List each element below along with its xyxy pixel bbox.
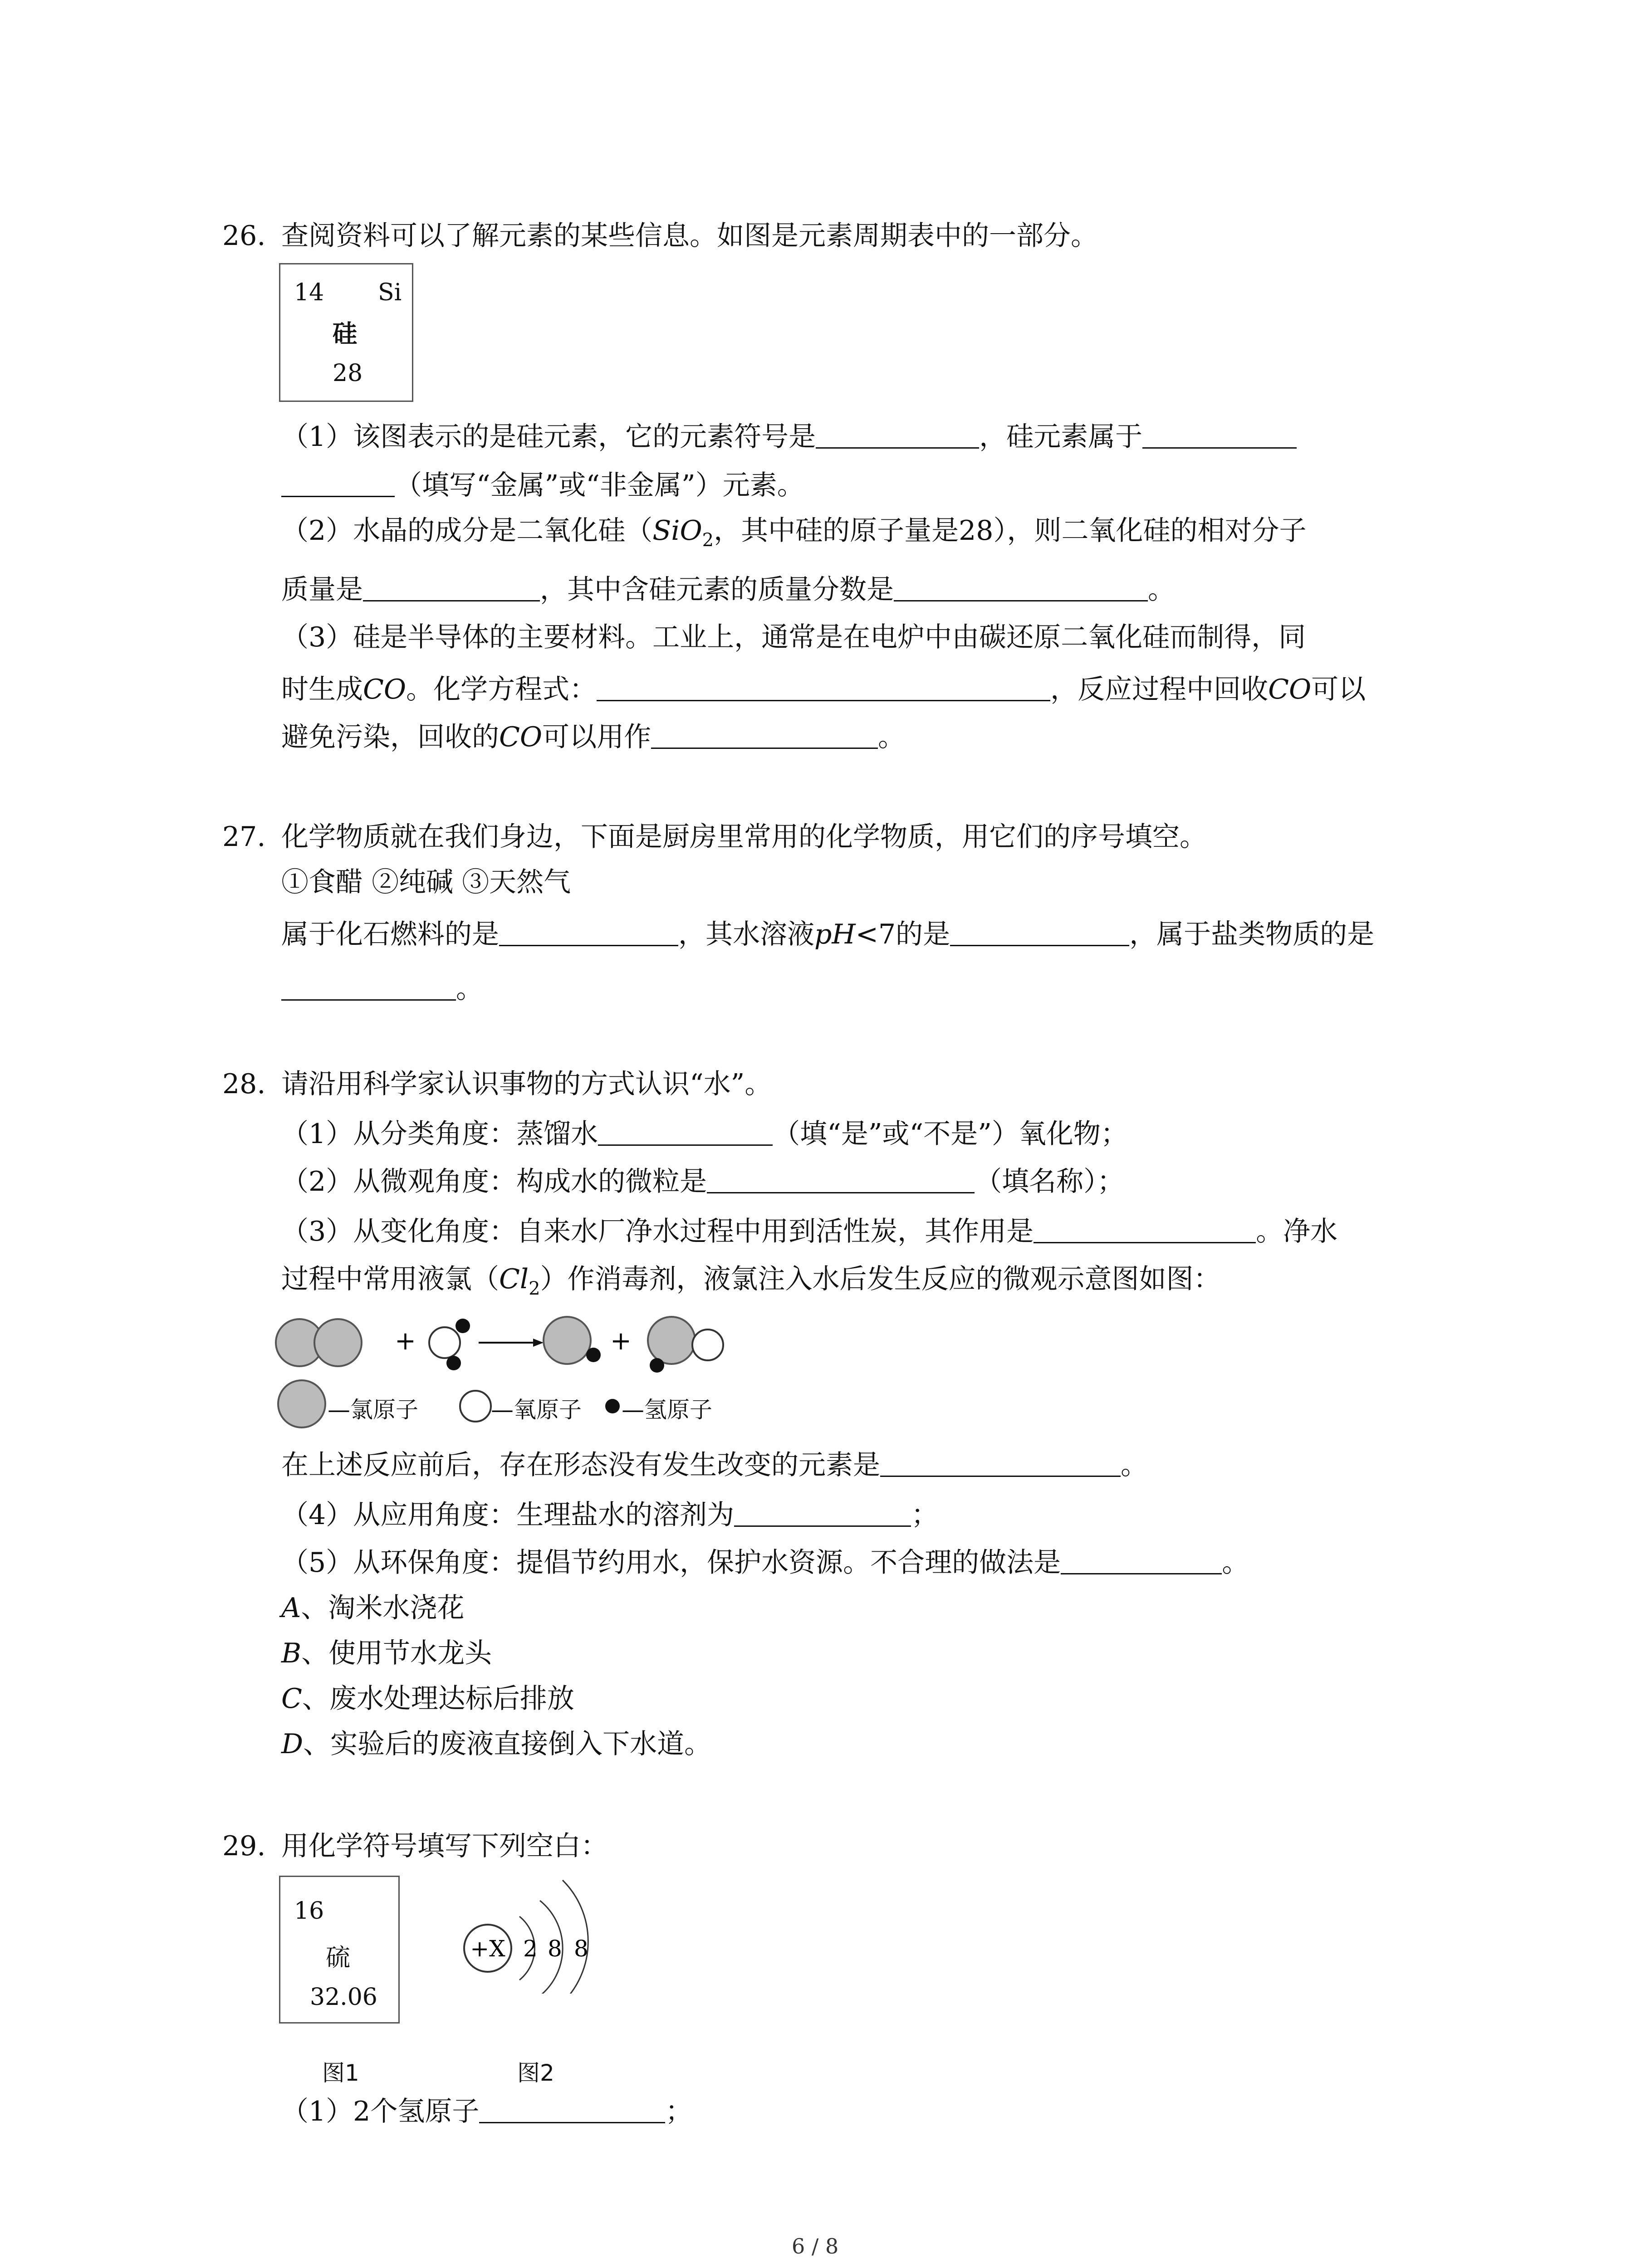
choice-b-text: 、使用节水龙头 (301, 1637, 492, 1669)
q26-p3-text-d: ，反应过程中回收 (1050, 674, 1269, 705)
q28-p4-text-b: ； (911, 1499, 939, 1531)
q28-part5 (281, 1547, 1249, 1579)
page-number: 6 / 8 (792, 2234, 839, 2258)
q28-p3-text-e: 在上述反应前后，存在形态没有发生改变的元素是 (281, 1449, 880, 1481)
q26-formula-subscript: 2 (702, 530, 714, 551)
q26-p2-text-e: 。 (1148, 574, 1175, 606)
q26-co-3: CO (499, 721, 543, 753)
shell-2-count: 8 (548, 1936, 562, 1962)
q26-p3-text-f: 避免污染，回收的 (281, 721, 499, 753)
q28-p5-text-a: （5）从环保角度：提倡节约用水，保护水资源。不合理的做法是 (281, 1547, 1061, 1579)
q26-p2-text-d: ，其中含硅元素的质量分数是 (540, 574, 894, 606)
q27-blank-acidic[interactable] (950, 919, 1129, 946)
q29-part1 (281, 2096, 692, 2125)
q26-co-1: CO (363, 674, 407, 705)
q27-text-d: ，属于盐类物质的是 (1129, 919, 1375, 950)
figure-2-caption: 图2 (517, 2060, 554, 2086)
q26-title: 查阅资料可以了解元素的某些信息。如图是元素周期表中的一部分。 (281, 220, 1098, 252)
q28-cl2-subscript: 2 (529, 1278, 540, 1299)
q27-text-a: 属于化石燃料的是 (281, 919, 499, 950)
cell-symbol: Si (378, 279, 402, 306)
hydrogen-chloride-molecule-icon (544, 1317, 601, 1364)
q26-p3-text-b: 时生成 (281, 674, 363, 705)
q26-blank-mass-fraction[interactable] (894, 574, 1148, 601)
q28-p1-text-b: （填“是”或“不是”）氧化物； (773, 1118, 1128, 1150)
q28-blank-carbon-role[interactable] (1034, 1216, 1256, 1243)
q26-p3-text-e: 可以 (1311, 674, 1366, 705)
q28-p5-text-b: 。 (1222, 1547, 1249, 1579)
q28-choice-c (281, 1683, 574, 1715)
q29-blank-hydrogen-atoms[interactable] (479, 2096, 665, 2123)
figure-1-caption: 图1 (322, 2060, 359, 2086)
q28-p1-text-a: （1）从分类角度：蒸馏水 (281, 1118, 598, 1150)
q27-blank-fossil-fuel[interactable] (499, 919, 678, 946)
cell-atomic-mass: 32.06 (310, 1984, 377, 2011)
q27-text-end: 。 (456, 973, 483, 1005)
q26-blank-molar-mass[interactable] (363, 574, 540, 601)
q28-part1 (281, 1118, 1128, 1148)
cell-atomic-number: 14 (294, 279, 324, 306)
q28-reaction-diagram (272, 1309, 749, 1377)
plus-sign-2: + (610, 1326, 632, 1356)
q27-line2 (281, 973, 483, 1005)
q26-formula-sio2: SiO (652, 515, 702, 547)
q28-part3-line1 (281, 1216, 1337, 1245)
cell-element-name: 硅 (333, 319, 357, 348)
legend-dash-1: — (328, 1397, 350, 1423)
chlorine-molecule-icon (276, 1319, 362, 1366)
q28-p3-text-f: 。 (1121, 1449, 1148, 1481)
q26-p2-text-a: （2）水晶的成分是二氧化硅（ (281, 515, 653, 547)
q28-cl2: Cl (499, 1263, 529, 1295)
q28-part4 (281, 1499, 938, 1529)
choice-a-text: 、淘米水浇花 (301, 1592, 465, 1624)
q26-periodic-cell (279, 263, 413, 402)
q26-part3-line3 (281, 721, 905, 751)
q26-p1-text-a: （1）该图表示的是硅元素，它的元素符号是 (281, 421, 816, 453)
legend-oxygen (491, 1392, 582, 1424)
q27-options: ①食醋 ②纯碱 ③天然气 (281, 866, 571, 898)
q29-title: 用化学符号填写下列空白： (281, 1830, 608, 1862)
q26-part3-line2 (281, 674, 1366, 703)
q29-p1-text-b: ； (665, 2096, 693, 2127)
legend-chlorine-label: 氯原子 (350, 1397, 418, 1423)
legend-dash-3: — (622, 1397, 644, 1423)
q26-blank-type-a[interactable] (1142, 421, 1297, 449)
q28-choice-a (281, 1594, 464, 1622)
q26-part2-line2 (281, 574, 1175, 606)
q28-blank-unchanged-element[interactable] (880, 1449, 1121, 1477)
oxygen-atom-icon (458, 1389, 495, 1425)
q26-blank-equation[interactable] (597, 674, 1050, 701)
atom-structure-diagram (460, 1867, 624, 1994)
q28-p3-text-a: （3）从变化角度：自来水厂净水过程中用到活性炭，其作用是 (281, 1216, 1034, 1247)
plus-sign-1: + (395, 1326, 416, 1356)
shell-1-count: 2 (523, 1936, 538, 1962)
q28-legend (277, 1379, 776, 1429)
q28-p3-text-d: ）作消毒剂，液氯注入水后发生反应的微观示意图如图： (540, 1263, 1221, 1295)
choice-d-text: 、实验后的废液直接倒入下水道。 (303, 1728, 712, 1760)
legend-oxygen-label: 氧原子 (514, 1397, 582, 1423)
q26-co-2: CO (1268, 674, 1312, 705)
q26-p2-text-c: 质量是 (281, 574, 363, 606)
q26-p1-text-b: ，硅元素属于 (979, 421, 1143, 453)
q26-blank-type-b[interactable] (281, 469, 395, 497)
q28-blank-solvent[interactable] (734, 1499, 911, 1527)
q27-blank-salt[interactable] (281, 973, 456, 1001)
q28-blank-oxide[interactable] (598, 1118, 773, 1146)
legend-dash-2: — (491, 1397, 514, 1423)
choice-c-letter: C (281, 1683, 302, 1715)
q26-blank-symbol[interactable] (816, 421, 979, 449)
hypochlorous-acid-molecule-icon (648, 1317, 723, 1373)
cell-atomic-number: 16 (294, 1897, 324, 1925)
legend-hydrogen-label: 氢原子 (644, 1397, 712, 1423)
q26-blank-co-use[interactable] (651, 721, 878, 749)
choice-b-letter: B (281, 1637, 302, 1669)
choice-a-letter: A (281, 1592, 301, 1624)
q26-p3-text-h: 。 (878, 721, 906, 753)
q28-part2 (281, 1166, 1125, 1198)
q26-number: 26. (222, 220, 266, 252)
nucleus-label: +X (470, 1936, 505, 1962)
q29-number: 29. (222, 1830, 266, 1862)
q26-part1-line2 (281, 469, 804, 499)
q28-p2-text-a: （2）从微观角度：构成水的微粒是 (281, 1166, 707, 1198)
q28-p4-text-a: （4）从应用角度：生理盐水的溶剂为 (281, 1499, 735, 1531)
q28-choice-d (281, 1730, 711, 1758)
choice-d-letter: D (281, 1728, 304, 1760)
hydrogen-atom-icon (603, 1396, 623, 1416)
cell-atomic-mass: 28 (333, 360, 363, 387)
water-molecule-icon (429, 1319, 470, 1370)
q27-number: 27. (222, 821, 266, 853)
choice-c-text: 、废水处理达标后排放 (302, 1683, 574, 1715)
q27-text-c: <7的是 (855, 919, 950, 950)
q26-p2-text-b: ，其中硅的原子量是28），则二氧化硅的相对分子 (714, 515, 1307, 547)
legend-chlorine (328, 1392, 418, 1424)
shell-3-count: 8 (574, 1936, 588, 1962)
q26-part1-line1 (281, 421, 1297, 453)
arrow-icon (479, 1339, 544, 1347)
q29-p1-text-a: （1）2个氢原子 (281, 2096, 480, 2127)
q27-text-b: ，其水溶液 (678, 919, 814, 950)
q27-ph: pH (814, 919, 856, 950)
q28-p3-text-b: 。净水 (1256, 1216, 1338, 1247)
q27-title: 化学物质就在我们身边，下面是厨房里常用的化学物质，用它们的序号填空。 (281, 821, 1207, 853)
q28-part3-line2 (281, 1263, 1221, 1299)
q28-p2-text-b: （填名称）； (975, 1166, 1125, 1198)
q26-part3-line1: （3）硅是半导体的主要材料。工业上，通常是在电炉中由碳还原二氧化硅而制得，同 (281, 621, 1306, 653)
q28-part3-line3 (281, 1449, 1148, 1479)
q28-blank-particle[interactable] (707, 1166, 975, 1193)
q26-part2-line1 (281, 515, 1307, 551)
q28-title: 请沿用科学家认识事物的方式认识“水”。 (281, 1068, 772, 1100)
q28-blank-unreasonable[interactable] (1061, 1547, 1222, 1574)
cell-element-name: 硫 (326, 1943, 350, 1972)
q27-line1 (281, 919, 1374, 948)
q28-p3-text-c: 过程中常用液氯（ (281, 1263, 499, 1295)
q26-p3-text-g: 可以用作 (542, 721, 652, 753)
legend-hydrogen (622, 1392, 712, 1424)
q26-p3-text-c: 。化学方程式： (406, 674, 597, 705)
q29-periodic-cell (279, 1876, 400, 2024)
q28-number: 28. (222, 1068, 266, 1100)
q26-p1-text-c: （填写“金属”或“非金属”）元素。 (395, 469, 804, 501)
q28-choice-b (281, 1637, 492, 1669)
chlorine-atom-icon (277, 1379, 331, 1429)
